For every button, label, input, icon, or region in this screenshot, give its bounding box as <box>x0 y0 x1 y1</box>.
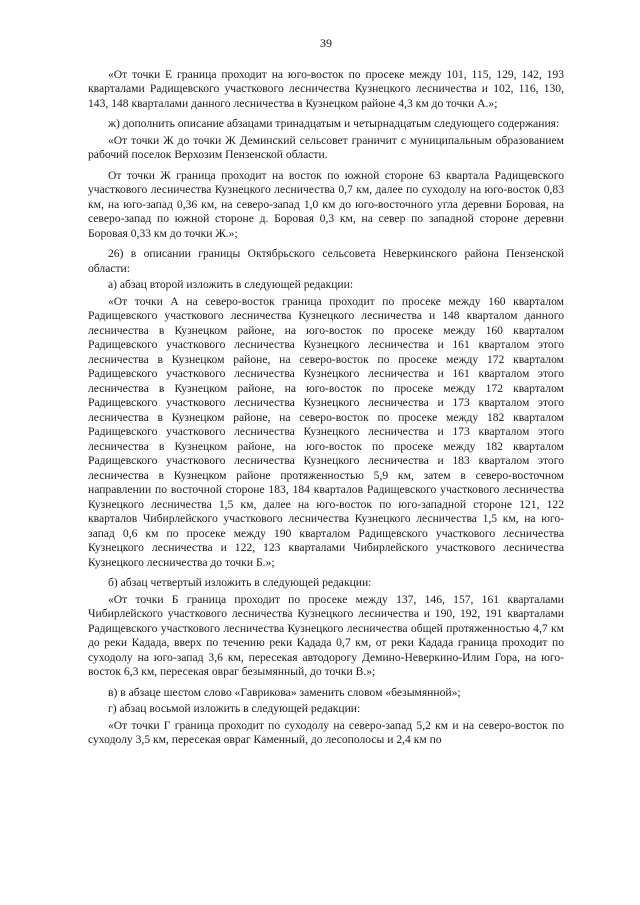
paragraph-point-a-route: «От точки А на северо-восток граница проходит по просеке между 160 кварталом Радищевского участкового лесничества Кузнецкого лесничества и 148 кварталом данного лесничества в Кузнецком районе, на юго-восток по просеке между 160 кварталом Радищевского участкового лесничества Кузнецкого лесничества и 161 кварталом этого лесничества в Кузнецком районе, на северо-восток по просеке между 172 кварталом Радищевского участкового лесничества Кузнецкого лесничества и 161 кварталом этого лесничества в Кузнецком районе, на юго-восток по просеке между 172 кварталом Радищевского участкового лесничества Кузнецкого лесничества и 173 кварталом этого лесничества в Кузнецком районе, на северо-восток по просеке между 182 кварталом Радищевского участкового лесничества Кузнецкого лесничества и 173 кварталом этого лесничества в Кузнецком районе, на юго-восток по просеке между 182 кварталом Радищевского участкового лесничества Кузнецкого лесничества и 183 кварталом этого лесничества в Кузнецком районе протяженностью 5,9 км, затем в северо-восточном направлении по восточной стороне 183, 184 кварталов Радищевского участкового лесничества Кузнецкого лесничества 1,5 км, далее на юго-восток по юго-западной стороне 121, 122 кварталов Чибирлейского участкового лесничества Кузнецкого лесничества 1,5 км, на юго-запад 0,6 км по просеке между 190 кварталом Радищевского участкового лесничества Кузнецкого лесничества и 122, 123 кварталами Чибирлейского участкового лесничества Кузнецкого лесничества до точки Б.»; <box>88 294 564 569</box>
page-number: 39 <box>320 36 332 50</box>
paragraph-point-e: «От точки Е граница проходит на юго-восток по просеке между 101, 115, 129, 142, 193 кварталами Радищевского участкового лесничества Кузнецкого лесничества и 102, 116, 130, 143, 148 кварталами данного лесничества в Кузнецком районе 4,3 км до точки А.»; <box>88 67 564 110</box>
paragraph-point-g-route: «От точки Г граница проходит по суходолу на северо-запад 5,2 км и на северо-восток по суходолу 3,5 км, пересекая овраг Каменный, до лесополосы и 2,4 км по <box>88 718 564 746</box>
paragraph-deminsky-border: «От точки Ж до точки Ж Деминский сельсовет граничит с муниципальным образованием рабочий поселок Верхозим Пензенской области. <box>88 133 564 161</box>
paragraph-item-26: 26) в описании границы Октябрьского сельсовета Неверкинского района Пензенской области: <box>88 247 564 275</box>
paragraph-amendment-g: г) абзац восьмой изложить в следующей редакции: <box>108 702 361 715</box>
paragraph-point-zh-route: От точки Ж граница проходит на восток по южной стороне 63 квартала Радищевского участкового лесничества Кузнецкого лесничества 0,7 км, далее по суходолу на юго-восток 0,83 км, на юго-запад 0,36 км, на северо-запад 1,0 км до юго-восточного угла деревни Боровая, на северо-запад по южной стороне д. Боровая 0,3 км, на север по западной стороне деревни Боровая 0,33 км до точки Ж.»; <box>88 168 564 240</box>
paragraph-amendment-zh: ж) дополнить описание абзацами тринадцатым и четырнадцатым следующего содержания: <box>108 117 560 130</box>
paragraph-amendment-v: в) в абзаце шестом слово «Гаврикова» заменить словом «безымянной»; <box>108 685 461 699</box>
paragraph-amendment-b: б) абзац четвертый изложить в следующей редакции: <box>108 576 372 589</box>
paragraph-point-b-route: «От точки Б граница проходит по просеке между 137, 146, 157, 161 кварталами Чибирлейского участкового лесничества Кузнецкого лесничества и 190, 192, 191 кварталами Радищевского участкового лесничества Кузнецкого лесничества общей протяженностью 4,7 км до реки Кадада, вверх по течению реки Кадада 0,7 км, от реки Кадада граница проходит по суходолу на юго-запад 3,6 км, пересекая автодорогу Демино-Неверкино-Илим Гора, на юго-восток 6,3 км, пересекая овраг безымянный, до точки В.»; <box>88 592 564 678</box>
paragraph-amendment-a: а) абзац второй изложить в следующей редакции: <box>108 278 354 291</box>
